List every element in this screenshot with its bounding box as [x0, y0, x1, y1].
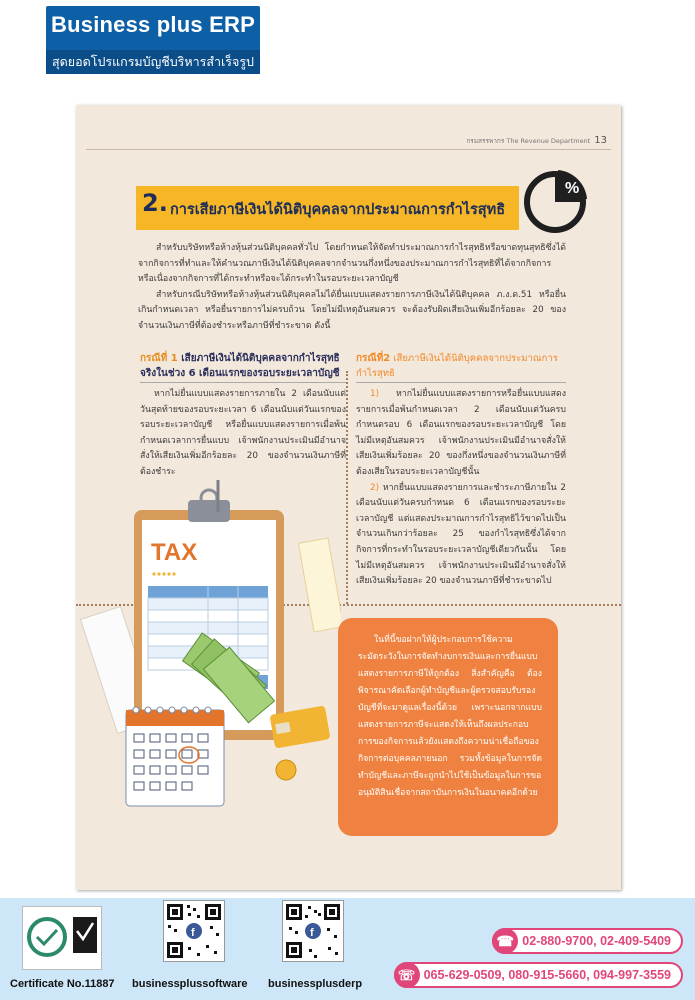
- brand-header: [46, 6, 260, 74]
- phone-pill-1[interactable]: [492, 928, 683, 954]
- qr-code-businessplussoftware[interactable]: [163, 900, 225, 962]
- case-2-item-1: [356, 387, 566, 481]
- brand-name: Business plus ERP: [51, 12, 255, 37]
- qr-label-2: businessplusderp: [268, 978, 363, 990]
- page-number: 13: [594, 135, 607, 146]
- case-1-body: หากไม่ยื่นแบบแสดงรายการภายใน 2 เดือนนับแต่วันสุดท้ายของรอบระยะเวลา 6 เดือนนับแต่วันแรกของรอบระยะเวลาบัญชี หรือยื่นแบบแสดงรายการเมื่อพ้นกำหนดเวลาการยื่นแบบ เจ้าพนักงานประเมินมีอำนาจสั่งให้เสียเงินเพิ่มอีกร้อยละ 20 ของจำนวนเงินภาษีที่ต้องชำระ: [140, 389, 346, 477]
- advice-note-text: ในที่นี้ขอฝากให้ผู้ประกอบการใช้ความระมัดระวังในการจัดทำงบการเงินและการยื่นแบบแสดงรายการภาษีให้ถูกต้อง สิ่งสำคัญคือ ต้องพิจารณาคัดเลือกผู้ทำบัญชีและผู้ตรวจสอบรับรองบัญชีที่จะมาดูแลเรื่องนี้ด้วย เพราะนอกจากแบบแสดงรายการภาษีจะแสดงให้เห็นถึงผลประกอบการของกิจการแล้วยังแสดงถึงความน่าเชื่อถือของกิจการต่อบุคคลภายนอก รวมทั้งข้อมูลในการจัดทำบัญชีและภาษีจะถูกนำไปใช้เป็นข้อมูลในการขออนุมัติสินเชื่อจากสถาบันการเงินในอนาคตอีกด้วย: [358, 635, 542, 798]
- pie-chart-percent-icon: [522, 169, 588, 235]
- section-number: 2.: [142, 189, 168, 217]
- tax-illustration: [76, 480, 341, 810]
- svg-text:f: f: [310, 927, 314, 939]
- document-page: [76, 105, 621, 890]
- case-2-item-1-number: 1): [370, 389, 380, 399]
- column-divider: [346, 371, 348, 604]
- phone-numbers-2: 065-629-0509, 080-915-5660, 094-997-3559: [423, 968, 671, 982]
- tax-label: TAX: [151, 539, 198, 566]
- phone-pill-2[interactable]: [394, 962, 683, 988]
- case-2: [356, 351, 566, 590]
- case-2-item-2-text: หากยื่นแบบแสดงรายการและชำระภาษีภายใน 2 เดือนนับแต่วันครบกำหนด 6 เดือนแรกของรอบระยะเวลาบัญชี แต่แสดงประมาณการกำไรสุทธิไว้ขาดไปเป็นจำนวนเกินกว่าร้อยละ 25 ของกำไรสุทธิซึ่งได้จากกิจการที่กระทำในรอบระยะเวลาบัญชีเดียวกันนั้น โดยไม่มีเหตุอันสมควร เจ้าพนักงานประเมินมีอำนาจสั่งให้เสียเงินเพิ่มร้อยละ 20 ของจำนวนภาษีที่ชำระขาดไป: [356, 482, 566, 587]
- qr-code-icon: [164, 901, 224, 961]
- phone-numbers-1: 02-880-9700, 02-409-5409: [522, 934, 671, 948]
- case-2-heading: [356, 351, 566, 383]
- section-title: การเสียภาษีเงินได้นิติบุคคลจากประมาณการกำไรสุทธิ: [170, 202, 506, 218]
- bm-trada-ukas-icon: [23, 907, 103, 971]
- advice-note-box: [338, 618, 558, 836]
- case-2-label: กรณีที่2: [356, 353, 391, 364]
- phone-icon: ☎: [492, 928, 518, 954]
- case-2-item-2-number: 2): [370, 482, 380, 493]
- intro-text: [138, 241, 566, 335]
- qr-code-businessplusderp[interactable]: [282, 900, 344, 962]
- page-header: [466, 135, 607, 146]
- section-title-bar: [136, 186, 519, 230]
- page-header-source: กรมสรรพากร The Revenue Department: [466, 137, 591, 145]
- case-1-label: กรณีที่ 1: [140, 353, 178, 364]
- svg-text:f: f: [191, 927, 195, 939]
- svg-text:%: %: [565, 180, 580, 197]
- case-1-title: เสียภาษีเงินได้นิติบุคคลจากกำไรสุทธิจริงในช่วง 6 เดือนแรกของรอบระยะเวลาบัญชี: [140, 353, 340, 379]
- case-2-body: [356, 387, 566, 590]
- certification-logos: [22, 906, 102, 970]
- case-2-item-1-text: หากไม่ยื่นแบบแสดงรายการหรือยื่นแบบแสดงรายการเมื่อพ้นกำหนดเวลา 2 เดือนนับแต่วันครบกำหนดรอบ 6 เดือนแรกของรอบระยะเวลาบัญชี โดยไม่มีเหตุอันสมควร เจ้าพนักงานประเมินมีอำนาจสั่งให้เสียเงินเพิ่มร้อยละ 20 ของกึ่งหนึ่งของจำนวนเงินภาษีที่ต้องเสียในรอบระยะเวลาบัญชีนั้น: [356, 389, 566, 477]
- brand-tagline: สุดยอดโปรแกรมบัญชีบริหารสำเร็จรูป: [46, 50, 260, 74]
- qr-code-icon: [283, 901, 343, 961]
- intro-paragraph-1: สำหรับบริษัทหรือห้างหุ้นส่วนนิติบุคคลทั่วไป โดยกำหนดให้จัดทำประมาณการกำไรสุทธิหรือขาดทุนสุทธิซึ่งได้จากกิจการที่ทำและให้คำนวณภาษีเงินได้นิติบุคคลจากจำนวนกึ่งหนึ่งของประมาณการกำไรสุทธิที่ได้จากกิจการหรือเนื่องจากกิจการที่ได้กระทำหรือจะได้กระทำในรอบระยะเวลาบัญชี: [138, 243, 566, 285]
- case-1-heading: [140, 351, 346, 383]
- mobile-phone-icon: ☏: [394, 962, 420, 988]
- footer: [0, 898, 695, 1000]
- case-2-item-2: [356, 481, 566, 590]
- case-2-title: เสียภาษีเงินได้นิติบุคคลจากประมาณการกำไรสุทธิ: [356, 353, 558, 379]
- intro-paragraph-2: สำหรับกรณีบริษัทหรือห้างหุ้นส่วนนิติบุคคลไม่ได้ยื่นแบบแสดงรายการภาษีเงินได้นิติบุคคล ภ.ง.ด.51 หรือยื่นเกินกำหนดเวลา หรือยื่นรายการไม่ครบถ้วน โดยไม่มีเหตุอันสมควร จะต้องรับผิดเสียเงินเพิ่มอีกร้อยละ 20 ของจำนวนเงินภาษีที่ต้องชำระหรือภาษีที่ชำระขาด ดังนี้: [138, 289, 566, 331]
- qr-label-1: businessplussoftware: [132, 978, 248, 990]
- certificate-label: Certificate No.11887: [10, 978, 115, 990]
- header-divider: [86, 149, 611, 150]
- case-1: [140, 351, 346, 481]
